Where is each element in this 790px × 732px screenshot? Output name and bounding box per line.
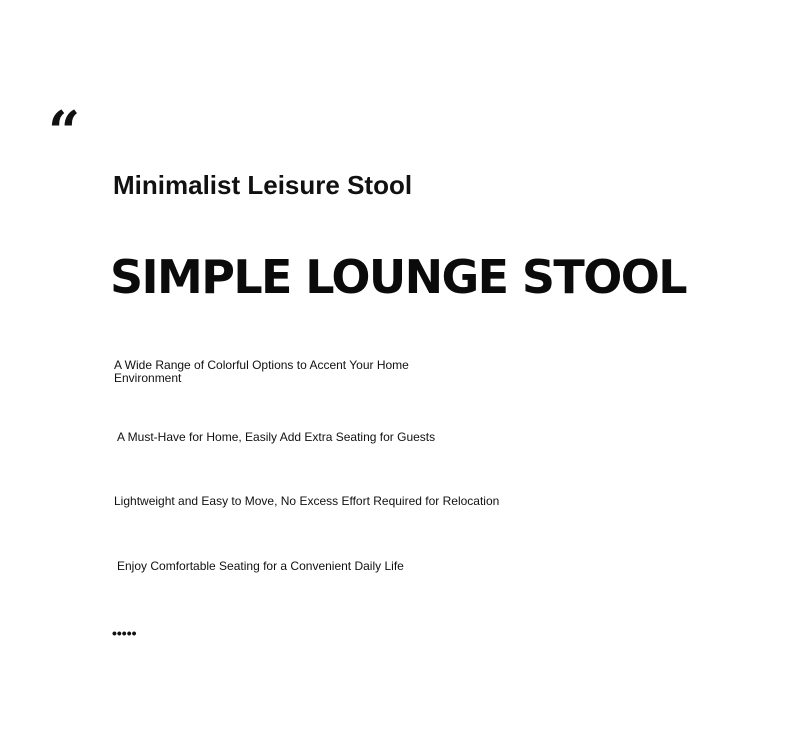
ellipsis-dots: ••••• — [112, 625, 137, 641]
quote-mark-icon: “ — [48, 99, 81, 165]
feature-item-lightweight: Lightweight and Easy to Move, No Excess Effort Required for Relocation — [114, 494, 500, 508]
page-title: SIMPLE LOUNGE STOOL — [110, 250, 686, 304]
feature-item-seating: A Must-Have for Home, Easily Add Extra Seating for Guests — [117, 430, 436, 444]
feature-item-comfort: Enjoy Comfortable Seating for a Convenient Daily Life — [117, 559, 404, 573]
feature-item-colors: A Wide Range of Colorful Options to Accent Your Home Environment — [114, 358, 409, 385]
subtitle: Minimalist Leisure Stool — [113, 170, 413, 200]
